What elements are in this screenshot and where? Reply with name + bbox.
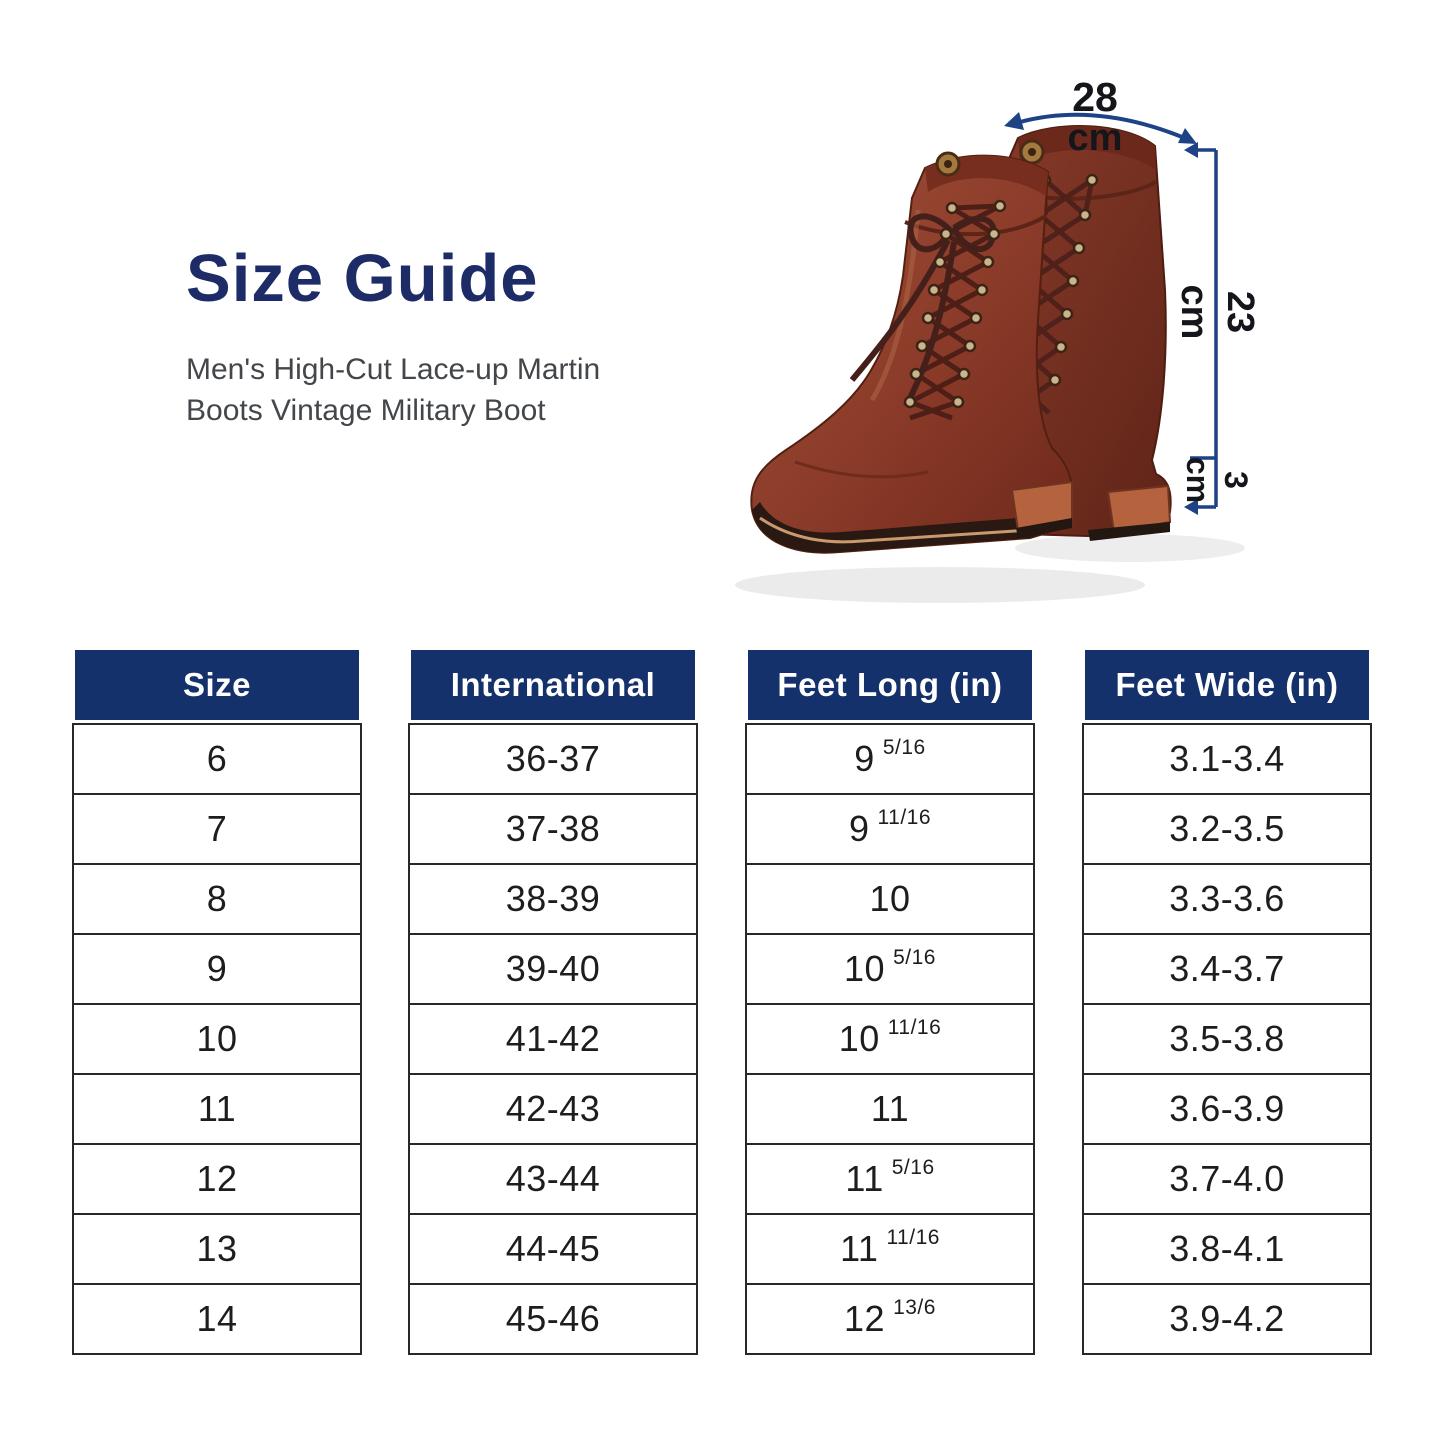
table-cell	[747, 865, 1033, 935]
column-header: International	[411, 650, 695, 720]
table-cell: 3.9-4.2	[1169, 1298, 1285, 1339]
heel-label	[1177, 443, 1255, 517]
arrowhead-left	[1004, 112, 1024, 130]
heel-unit: cm	[1180, 456, 1216, 504]
boot-shadow	[735, 567, 1145, 603]
table-cell: 3.8-4.1	[1084, 1215, 1370, 1285]
cell-value: 10	[844, 948, 886, 989]
cell-fraction: 13/6	[893, 1296, 936, 1319]
column-header: Size	[75, 650, 359, 720]
table-cell: 3.5-3.8	[1084, 1005, 1370, 1075]
table-cell: 14	[196, 1298, 238, 1339]
size-table-column-size	[72, 650, 362, 1355]
table-cell	[747, 725, 1033, 795]
table-cell: 9	[74, 935, 360, 1005]
table-cell: 3.3-3.6	[1084, 865, 1370, 935]
table-cell: 44-45	[410, 1215, 696, 1285]
height-label	[1169, 267, 1263, 357]
size-table-column-feet-wide	[1082, 650, 1372, 1355]
height-value: 23	[1219, 290, 1261, 334]
table-cell: 7	[74, 795, 360, 865]
column-body	[408, 723, 698, 1355]
subtitle-line: Men's High-Cut Lace-up Martin	[186, 353, 601, 386]
table-cell: 38-39	[410, 865, 696, 935]
table-cell: 3.2-3.5	[1084, 795, 1370, 865]
cell-value: 10	[869, 878, 911, 919]
table-cell	[747, 795, 1033, 865]
table-cell: 42-43	[410, 1075, 696, 1145]
heel-value: 3	[1218, 471, 1254, 489]
table-cell	[747, 935, 1033, 1005]
cell-fraction: 5/16	[893, 946, 936, 969]
table-cell	[747, 1075, 1033, 1145]
table-cell: 12	[74, 1145, 360, 1215]
intro-block	[186, 240, 746, 431]
table-cell: 45-46	[505, 1298, 601, 1339]
table-cell: 3.6-3.9	[1084, 1075, 1370, 1145]
table-cell: 3.1-3.4	[1084, 725, 1370, 795]
table-cell: 8	[74, 865, 360, 935]
column-body	[1082, 723, 1372, 1355]
table-cell: 37-38	[410, 795, 696, 865]
size-table-column-feet-long	[745, 650, 1035, 1355]
cell-value: 9	[848, 808, 870, 849]
table-cell: 41-42	[410, 1005, 696, 1075]
table-cell: 36-37	[410, 725, 696, 795]
table-cell: 10	[74, 1005, 360, 1075]
subtitle-line: Boots Vintage Military Boot	[186, 394, 546, 427]
table-cell: 43-44	[410, 1145, 696, 1215]
column-header: Feet Wide (in)	[1085, 650, 1369, 720]
column-header: Feet Long (in)	[748, 650, 1032, 720]
table-cell	[747, 1005, 1033, 1075]
cell-value: 9	[854, 738, 875, 779]
cell-fraction: 11/16	[887, 1016, 942, 1039]
arrowhead-top	[1184, 142, 1198, 158]
table-cell	[747, 1145, 1033, 1215]
table-cell: 6	[74, 725, 360, 795]
column-body	[72, 723, 362, 1355]
table-cell: 39-40	[410, 935, 696, 1005]
cell-value: 11	[845, 1158, 884, 1199]
table-cell: 3.7-4.0	[1084, 1145, 1370, 1215]
cell-value: 11	[840, 1228, 879, 1269]
width-unit-label: cm	[1067, 117, 1123, 159]
table-cell	[747, 1285, 1033, 1353]
cell-fraction: 11/16	[877, 806, 932, 829]
cell-value: 12	[844, 1298, 886, 1339]
cell-value: 10	[838, 1018, 880, 1059]
width-value-label: 28	[1072, 74, 1118, 120]
table-cell	[747, 1215, 1033, 1285]
cell-fraction: 11/16	[886, 1226, 940, 1249]
product-subtitle	[186, 349, 746, 431]
size-table-column-international	[408, 650, 698, 1355]
cell-fraction: 5/16	[891, 1156, 935, 1179]
table-cell: 11	[74, 1075, 360, 1145]
column-body	[745, 723, 1035, 1355]
table-cell: 13	[74, 1215, 360, 1285]
page-title: Size Guide	[186, 241, 539, 316]
cell-fraction: 5/16	[882, 736, 926, 759]
height-unit: cm	[1173, 284, 1215, 340]
table-cell: 3.4-3.7	[1084, 935, 1370, 1005]
cell-value: 11	[870, 1088, 910, 1129]
